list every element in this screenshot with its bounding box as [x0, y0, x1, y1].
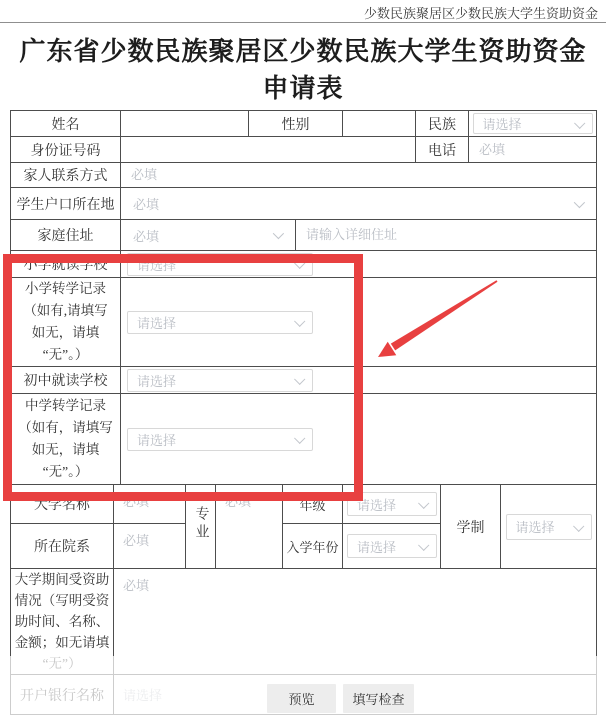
university-input[interactable]: 必填 — [123, 494, 150, 509]
junior-school-label: 初中就读学校 — [11, 367, 121, 394]
chevron-down-icon — [574, 117, 585, 128]
phone-label: 电话 — [416, 137, 469, 163]
middle-transfer-select[interactable] — [127, 428, 313, 451]
home-address-label: 家庭住址 — [11, 220, 121, 251]
family-contact-label: 家人联系方式 — [11, 163, 121, 188]
chevron-down-icon — [573, 520, 584, 531]
document-header-label: 少数民族聚居区少数民族大学生资助资金 — [363, 6, 598, 21]
page-title-line2: 申请表 — [262, 74, 344, 103]
middle-transfer-select-value: 请选择 — [137, 432, 177, 448]
id-number-input[interactable] — [121, 142, 415, 157]
enroll-year-select-value: 请选择 — [357, 539, 397, 555]
primary-transfer-label: 小学转学记录 （如有,请填写 如无，请填 “无”。） — [11, 278, 121, 367]
page-title-line1: 广东省少数民族聚居区少数民族大学生资助资金 — [19, 37, 587, 66]
primary-transfer-select-value: 请选择 — [137, 315, 177, 331]
enroll-year-select[interactable] — [347, 534, 437, 558]
ethnicity-label: 民族 — [416, 111, 469, 137]
primary-school-select-value: 请选择 — [137, 257, 177, 273]
header-divider — [0, 22, 606, 23]
section-basic-info — [10, 110, 597, 163]
section-contact-info — [10, 162, 597, 251]
chevron-down-icon — [273, 228, 284, 239]
home-address-region-select[interactable] — [121, 226, 295, 245]
grade-select[interactable] — [347, 492, 437, 516]
junior-school-select-value: 请选择 — [137, 373, 177, 389]
phone-input[interactable] — [469, 142, 596, 157]
family-contact-input[interactable] — [121, 167, 596, 182]
funding-label: 大学期间受资助 情况（写明受资 助时间、名称、 金额；如无请填 — [11, 569, 114, 675]
chevron-down-icon — [418, 498, 429, 509]
name-input[interactable] — [121, 116, 248, 131]
section-school-history — [10, 250, 597, 485]
chevron-down-icon — [294, 258, 305, 269]
chevron-down-icon — [294, 433, 305, 444]
chevron-down-icon — [418, 540, 429, 551]
section-university-info — [10, 484, 597, 569]
home-address-region-value: 必填 — [133, 228, 160, 244]
chevron-down-icon — [574, 196, 585, 207]
ethnicity-select[interactable] — [473, 113, 593, 134]
home-address-detail-input[interactable] — [296, 227, 596, 242]
grade-select-value: 请选择 — [357, 497, 397, 513]
primary-school-label: 小学就读学校 — [11, 251, 121, 278]
application-form-table — [10, 110, 596, 715]
household-select[interactable] — [121, 194, 596, 213]
preview-button[interactable]: 预览 — [267, 684, 336, 713]
schooling-length-label: 学制 — [441, 485, 501, 569]
junior-school-select[interactable] — [127, 369, 313, 392]
household-select-value: 必填 — [133, 197, 160, 212]
gender-input[interactable] — [343, 116, 415, 131]
major-label: 专业 — [186, 485, 216, 569]
enroll-year-label: 入学年份 — [283, 524, 343, 569]
fill-check-button[interactable]: 填写检查 — [343, 684, 414, 713]
id-number-label: 身份证号码 — [11, 137, 121, 163]
chevron-down-icon — [294, 374, 305, 385]
gender-label: 性别 — [249, 111, 343, 137]
major-input[interactable]: 必填 — [225, 494, 252, 509]
funding-textarea[interactable]: 必填 — [123, 578, 150, 593]
name-label: 姓名 — [11, 111, 121, 137]
ethnicity-select-value: 请选择 — [482, 117, 522, 132]
bottom-action-overlay — [0, 656, 606, 726]
department-label: 所在院系 — [11, 524, 114, 569]
page-title — [0, 33, 606, 107]
department-input[interactable]: 必填 — [123, 533, 150, 548]
schooling-length-select[interactable] — [506, 514, 592, 540]
household-label: 学生户口所在地 — [11, 188, 121, 220]
schooling-length-select-value: 请选择 — [515, 520, 555, 535]
primary-transfer-select[interactable] — [127, 311, 313, 334]
primary-school-select[interactable] — [127, 253, 313, 276]
grade-label: 年级 — [283, 485, 343, 524]
middle-transfer-label: 中学转学记录 （如有，请填写 如无，请填 “无”。） — [11, 394, 121, 485]
chevron-down-icon — [294, 316, 305, 327]
university-label: 大学名称 — [11, 485, 114, 524]
